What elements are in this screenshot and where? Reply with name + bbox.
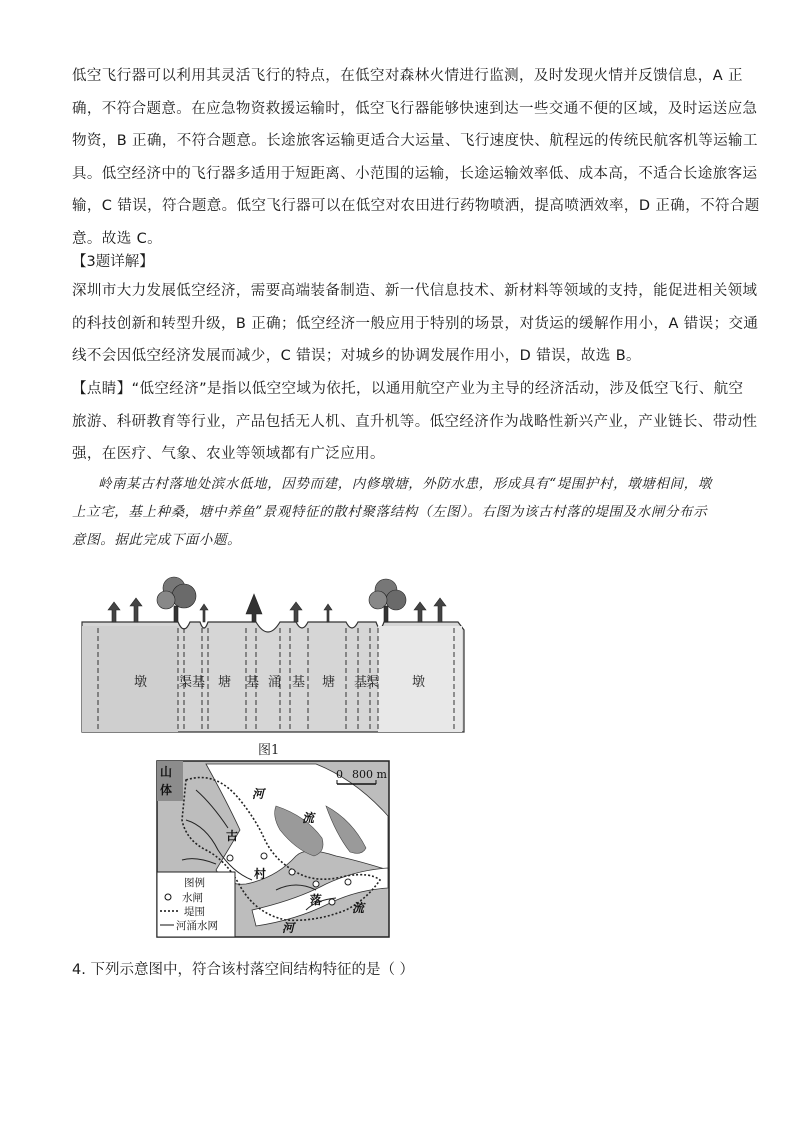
river-label: 流 [352,901,365,915]
text-line: 意图。据此完成下面小题。 [72,532,242,548]
section-label: 基 [292,675,306,690]
text-line: 【点睛】“低空经济”是指以低空空域为依托，以通用航空产业为主导的经济活动，涉及低空飞行、航空 [72,381,744,397]
mountain-label: 山 [160,765,173,779]
mountain-label: 体 [160,783,173,797]
question-intro [98,470,724,498]
river-label: 河 [282,921,295,935]
text-line: 岭南某古村落地处滨水低地，因势而建，内修墩塘，外防水患，形成具有“堤围护村，墩塘相间，墩 [98,476,712,492]
text-line: 强，在医疗、气象、农业等领域都有广泛应用。 [72,446,385,462]
text-line: 输，C 错误，符合题意。低空飞行器可以在低空对农田进行药物喷洒，提高喷洒效率，D 正确，不符合题 [72,198,760,214]
river-label: 河 [252,787,265,801]
text-line: 深圳市大力发展低空经济，需要高端装备制造、新一代信息技术、新材料等领域的支持，能促进相关领域 [72,283,758,299]
explanation-paragraph-1 [72,60,760,255]
scale-zero: 0 [336,768,343,781]
village-dike-map [156,760,390,938]
section-label: 塘 [218,675,232,690]
text-line: 旅游、科研教育等行业，产品包括无人机、直升机等。低空经济作为战略性新兴产业，产业链长、带动性 [72,413,758,430]
figure-1-cross-section [78,570,470,760]
text-line: 低空飞行器可以利用其灵活飞行的特点，在低空对森林火情进行监测，及时发现火情并反馈信息，A 正 [72,68,743,84]
village-label: 村 [254,867,267,881]
section-label: 涌 [268,675,282,690]
text-line: 物资，B 正确，不符合题意。长途旅客运输更适合大运量、飞行速度快、航程远的传统民航客机等运输工 [72,133,758,149]
text-line: 上立宅，基上种桑，塘中养鱼”景观特征的散村聚落结构（左图）。右图为该古村落的堤围及水闸分布示 [72,504,708,520]
section-3-heading: 【3题详解】 [72,254,154,270]
section-label: 渠 [366,675,380,690]
village-label: 古 [226,829,239,843]
section-label: 墩 [134,675,148,690]
question-4: 4. 下列示意图中，符合该村落空间结构特征的是（ ） [72,962,415,978]
river-label: 流 [302,811,315,825]
section-label: 渠 [179,675,193,690]
legend-dike: 堤围 [184,906,205,918]
legend-title: 图例 [184,877,205,889]
question-intro-cont [72,498,724,554]
text-line: 具。低空经济中的飞行器多适用于短距离、小范围的运输，长途运输效率低、成本高，不适合长途旅客运 [72,165,758,182]
legend-network: 河涌水网 [176,920,218,932]
section-label: 基 [246,675,260,690]
text-line: 的科技创新和转型升级，B 正确；低空经济一般应用于特别的场景，对货运的缓解作用小，A 错误；交通 [72,315,759,332]
figure-1-caption: 图1 [258,743,280,758]
village-label: 落 [310,893,323,907]
map-legend [157,872,235,937]
text-line: 意。故选 C。 [72,230,163,247]
key-point-paragraph [72,373,758,471]
section-label: 墩 [412,675,426,690]
text-line: 确，不符合题意。在应急物资救援运输时，低空飞行器能够快速到达一些交通不便的区域，及时运送应急 [72,100,758,117]
explanation-paragraph-2 [72,275,759,373]
section-label: 基 [192,675,206,690]
legend-sluice: 水闸 [182,892,203,904]
section-label: 基 [354,675,368,690]
text-line: 线不会因低空经济发展而减少，C 错误；对城乡的协调发展作用小，D 错误，故选 B。 [72,348,641,364]
section-label: 塘 [322,675,336,690]
scale-value: 800 m [352,768,387,781]
